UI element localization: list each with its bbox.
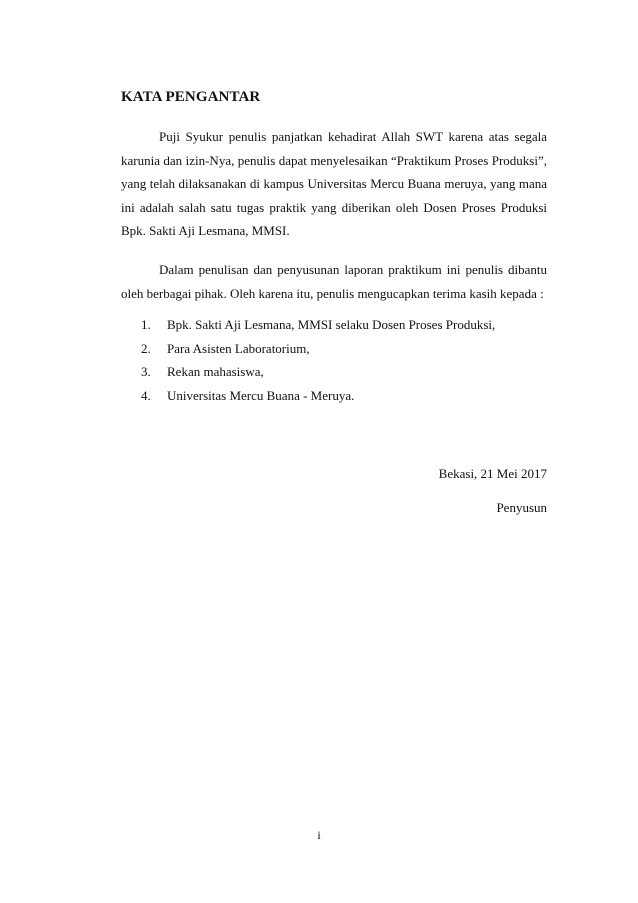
list-item	[121, 337, 547, 361]
signer-label: Penyusun	[496, 500, 547, 515]
list-text: Universitas Mercu Buana - Meruya.	[167, 387, 355, 403]
place-and-date: Bekasi, 21 Mei 2017	[438, 466, 547, 481]
preface-paragraph-1	[121, 125, 547, 243]
page-title: KATA PENGANTAR	[121, 89, 261, 105]
page-number: i	[317, 828, 321, 842]
list-item	[121, 384, 547, 408]
list-text: Bpk. Sakti Aji Lesmana, MMSI selaku Dosen Proses Produksi,	[167, 317, 496, 332]
paragraph-text: Dalam penulisan dan penyusunan laporan praktikum ini penulis dibantu oleh berbagai pihak. Oleh karena itu, penulis mengucapkan terima kasih kepada :	[121, 262, 547, 301]
list-text: Para Asisten Laboratorium,	[167, 340, 310, 356]
list-number: 4.	[141, 387, 151, 403]
preface-paragraph-2	[121, 258, 547, 305]
list-item	[121, 313, 547, 337]
thanks-list	[121, 313, 547, 407]
list-number: 3.	[141, 364, 151, 379]
list-number: 2.	[141, 340, 151, 356]
list-number: 1.	[141, 317, 151, 332]
list-text: Rekan mahasiswa,	[167, 364, 264, 379]
list-item	[121, 360, 547, 384]
paragraph-text: Puji Syukur penulis panjatkan kehadirat Allah SWT karena atas segala karunia dan izin-Nya, penulis dapat menyelesaikan “Praktikum Proses Produksi”, yang telah dilaksanakan di kampus Universitas Mercu Buana meruya, yang mana ini adalah salah satu tugas praktik yang diberikan oleh Dosen Proses Produksi Bpk. Sakti Aji Lesmana, MMSI.	[121, 129, 547, 239]
